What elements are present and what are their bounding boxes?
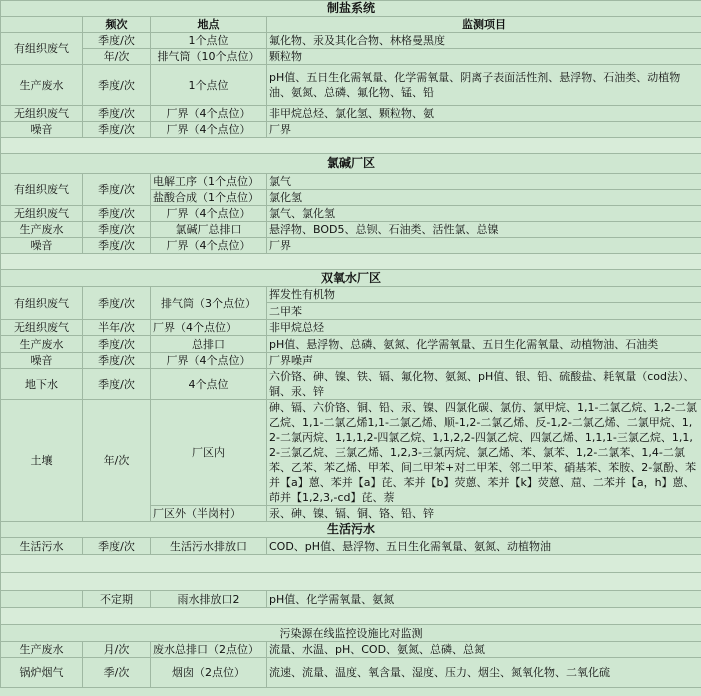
items-cell: COD、pH值、悬浮物、五日生化需氧量、氨氮、动植物油 <box>267 538 701 555</box>
items-cell: 砷、镉、六价铬、铜、铅、汞、镍、四氯化碳、氯仿、氯甲烷、1,1-二氯乙烷、1,2-二氯乙烷、1,1-二氯乙烯1,1-二氯乙烯、顺-1,2-二氯乙烯、反-1,2-二氯乙烯、二氯甲烷、1,2-二氯丙烷、1,1,1,2-四氯乙烷、1,1,2,2-四氯乙烷、四氯乙烯、1,1,1-三氯乙烷、1,1,2-三氯乙烷、三氯乙烯、1,2,3-三氯丙烷、氯乙烯、苯、氯苯、1,2-二氯苯、1,4-二氯苯、乙苯、苯乙烯、甲苯、间二甲苯+对二甲苯、邻二甲苯、硝基苯、苯胺、2-氯酚、苯并【a】蒽、苯并【a】芘、苯并【b】荧蒽、苯并【k】荧蒽、䓛、二苯并【a，h】蒽、茚并【1,2,3,-cd】芘、萘 <box>267 400 701 506</box>
frequency-cell: 年/次 <box>83 49 151 65</box>
location-cell: 厂界（4个点位） <box>151 320 267 336</box>
location-cell: 厂区外（半岗村） <box>151 506 267 522</box>
pollutant-cell: 有组织废气 <box>1 33 83 65</box>
header-frequency: 频次 <box>83 17 151 33</box>
location-cell: 厂区内 <box>151 400 267 506</box>
frequency-cell: 季度/次 <box>83 369 151 400</box>
location-cell: 氯碱厂总排口 <box>151 222 267 238</box>
pollutant-cell: 生产废水 <box>1 222 83 238</box>
section-title-chlor-alkali: 氯碱厂区 <box>1 154 701 174</box>
items-cell: pH值、化学需氧量、氨氮 <box>267 591 701 608</box>
location-cell: 厂界（4个点位） <box>151 353 267 369</box>
spacer-row <box>1 254 701 270</box>
section-title-salt: 制盐系统 <box>1 1 701 17</box>
frequency-cell: 季度/次 <box>83 238 151 254</box>
location-cell: 厂界（4个点位） <box>151 106 267 122</box>
pollutant-cell: 有组织废气 <box>1 174 83 206</box>
location-cell: 厂界（4个点位） <box>151 122 267 138</box>
frequency-cell: 季度/次 <box>83 336 151 353</box>
pollutant-cell: 土壤 <box>1 400 83 522</box>
frequency-cell: 年/次 <box>83 400 151 522</box>
location-cell: 1个点位 <box>151 33 267 49</box>
items-cell: 六价铬、砷、镍、铁、镉、氟化物、氨氮、pH值、银、铅、硫酸盐、耗氧量（cod法）、铜、汞、锌 <box>267 369 701 400</box>
pollutant-cell: 无组织废气 <box>1 106 83 122</box>
frequency-cell: 不定期 <box>83 591 151 608</box>
spacer-row <box>1 138 701 154</box>
items-cell: pH值、悬浮物、总磷、氨氮、化学需氧量、五日生化需氧量、动植物油、石油类 <box>267 336 701 353</box>
pollutant-cell: 锅炉烟气 <box>1 658 83 688</box>
location-cell: 废水总排口（2点位） <box>151 642 267 658</box>
pollutant-cell: 有组织废气 <box>1 287 83 320</box>
items-cell: 厂界 <box>267 238 701 254</box>
spacer-row <box>1 573 701 591</box>
location-cell: 厂界（4个点位） <box>151 206 267 222</box>
frequency-cell: 季度/次 <box>83 106 151 122</box>
pollutant-cell: 噪音 <box>1 238 83 254</box>
location-cell: 雨水排放口2 <box>151 591 267 608</box>
location-cell: 排气筒（3个点位） <box>151 287 267 320</box>
header-blank <box>1 17 83 33</box>
items-cell: 厂界 <box>267 122 701 138</box>
frequency-cell: 季度/次 <box>83 353 151 369</box>
frequency-cell: 季/次 <box>83 658 151 688</box>
items-cell: 汞、砷、镍、镉、铜、铬、铅、锌 <box>267 506 701 522</box>
frequency-cell: 季度/次 <box>83 65 151 106</box>
header-location: 地点 <box>151 17 267 33</box>
pollutant-cell: 无组织废气 <box>1 320 83 336</box>
pollutant-cell: 地下水 <box>1 369 83 400</box>
items-cell: 流量、水温、pH、COD、氨氮、总磷、总氮 <box>267 642 701 658</box>
items-cell: 流速、流量、温度、氧含量、湿度、压力、烟尘、氮氧化物、二氧化硫 <box>267 658 701 688</box>
items-cell: 颗粒物 <box>267 49 701 65</box>
items-cell: 氯气、氯化氢 <box>267 206 701 222</box>
pollutant-cell: 噪音 <box>1 353 83 369</box>
items-cell: 悬浮物、BOD5、总钡、石油类、活性氯、总镍 <box>267 222 701 238</box>
location-cell: 烟囱（2点位） <box>151 658 267 688</box>
frequency-cell: 季度/次 <box>83 206 151 222</box>
frequency-cell: 月/次 <box>83 642 151 658</box>
location-cell: 1个点位 <box>151 65 267 106</box>
items-cell: 氟化物、汞及其化合物、林格曼黑度 <box>267 33 701 49</box>
frequency-cell: 季度/次 <box>83 174 151 206</box>
pollutant-cell: 无组织废气 <box>1 206 83 222</box>
location-cell: 排气筒（10个点位） <box>151 49 267 65</box>
location-cell: 电解工序（1个点位） <box>151 174 267 190</box>
items-cell: 非甲烷总烃、氯化氢、颗粒物、氨 <box>267 106 701 122</box>
items-cell: 厂界噪声 <box>267 353 701 369</box>
section-title-domestic: 生活污水 <box>1 522 701 538</box>
frequency-cell: 季度/次 <box>83 33 151 49</box>
items-cell: 非甲烷总烃 <box>267 320 701 336</box>
items-cell: 氯化氢 <box>267 190 701 206</box>
header-items: 监测项目 <box>267 17 701 33</box>
pollutant-cell: 生产废水 <box>1 642 83 658</box>
pollutant-cell: 生产废水 <box>1 65 83 106</box>
frequency-cell: 半年/次 <box>83 320 151 336</box>
location-cell: 厂界（4个点位） <box>151 238 267 254</box>
location-cell: 4个点位 <box>151 369 267 400</box>
items-cell: 二甲苯 <box>267 303 701 320</box>
location-cell: 总排口 <box>151 336 267 353</box>
frequency-cell: 季度/次 <box>83 538 151 555</box>
frequency-cell: 季度/次 <box>83 222 151 238</box>
pollutant-cell: 噪音 <box>1 122 83 138</box>
spacer-row <box>1 555 701 573</box>
location-cell: 生活污水排放口 <box>151 538 267 555</box>
pollutant-cell: 生产废水 <box>1 336 83 353</box>
items-cell: 氯气 <box>267 174 701 190</box>
pollutant-cell: 生活污水 <box>1 538 83 555</box>
items-cell: pH值、五日生化需氧量、化学需氧量、阴离子表面活性剂、悬浮物、石油类、动植物油、氨氮、总磷、氟化物、锰、铅 <box>267 65 701 106</box>
section-title-peroxide: 双氧水厂区 <box>1 270 701 287</box>
pollutant-cell <box>1 591 83 608</box>
items-cell: 挥发性有机物 <box>267 287 701 303</box>
frequency-cell: 季度/次 <box>83 287 151 320</box>
frequency-cell: 季度/次 <box>83 122 151 138</box>
spacer-row <box>1 608 701 625</box>
section-title-online: 污染源在线监控设施比对监测 <box>1 625 701 642</box>
location-cell: 盐酸合成（1个点位） <box>151 190 267 206</box>
